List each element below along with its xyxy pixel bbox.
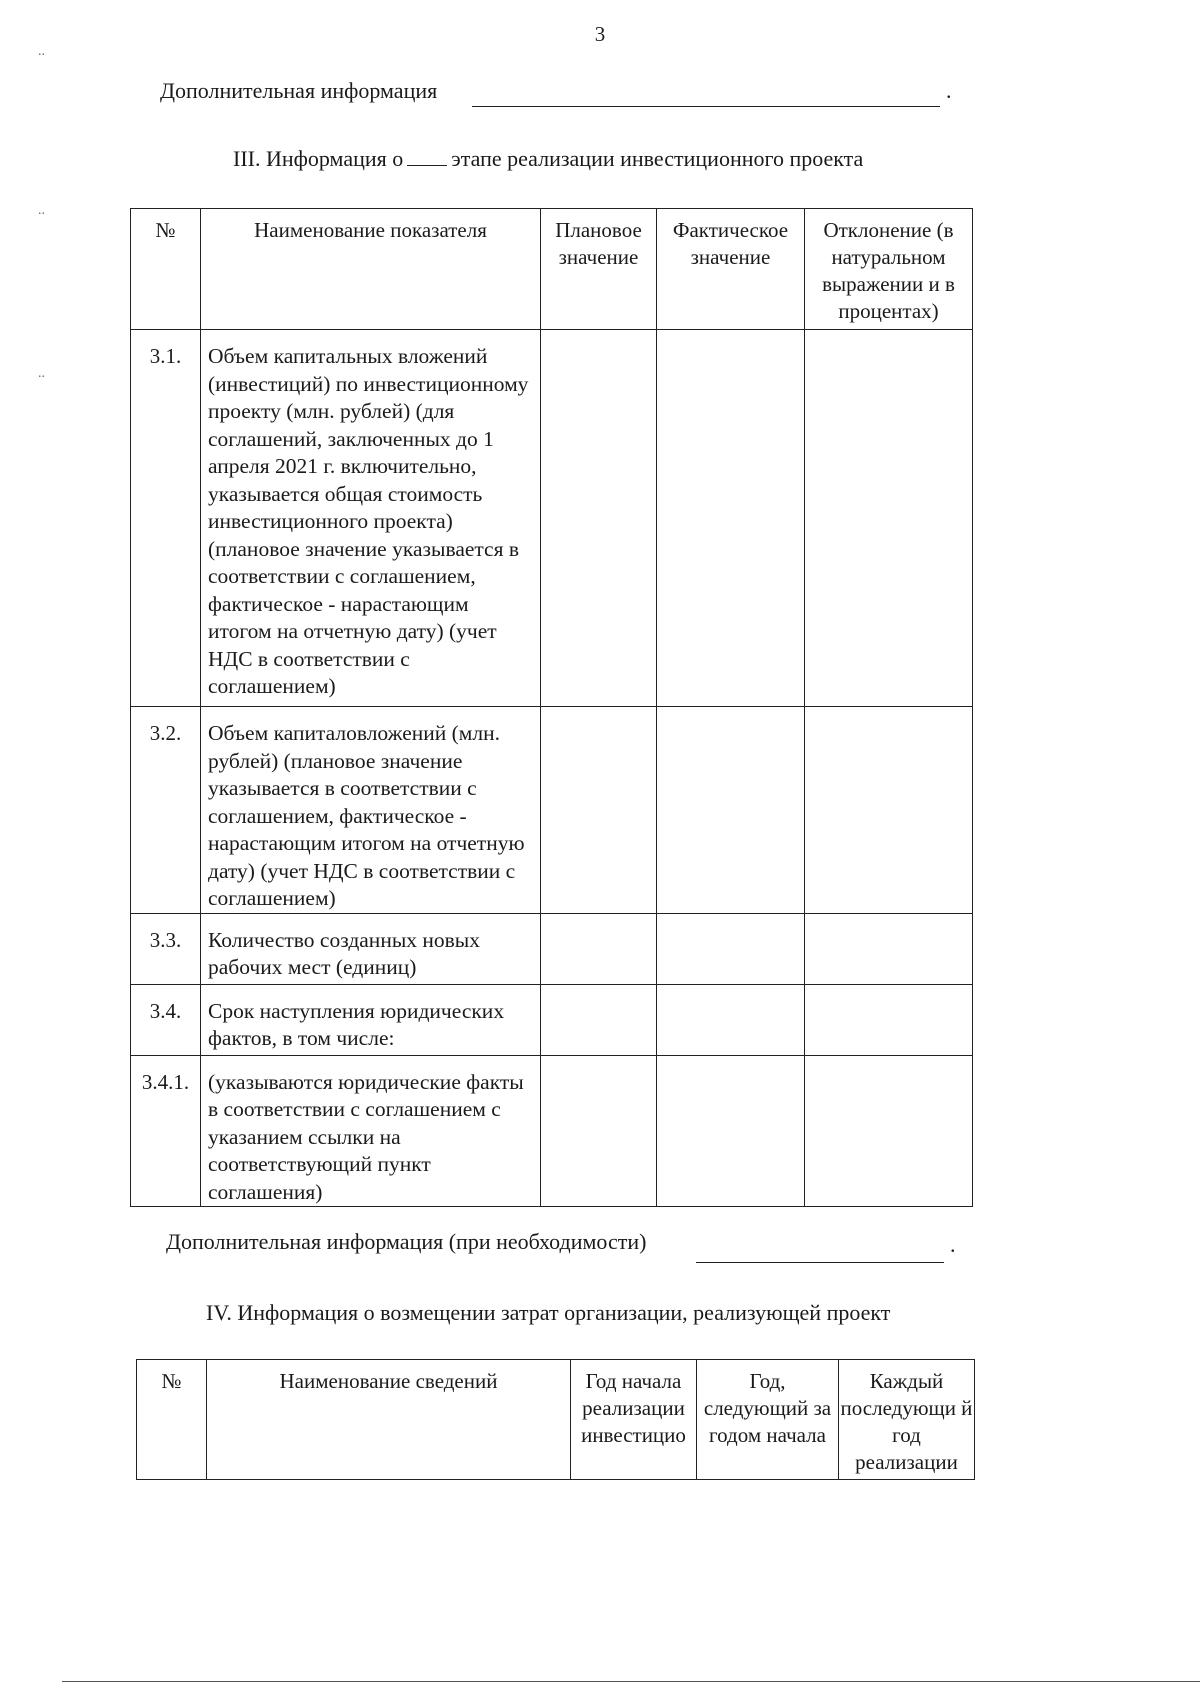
header-each-subsequent-year: Каждый последующи й год реализации: [839, 1360, 975, 1480]
row-number: 3.4.1.: [131, 1055, 201, 1207]
deviation-cell: [805, 913, 973, 984]
section-3-table: [130, 208, 973, 1207]
header-actual-value: Фактическое значение: [657, 209, 805, 330]
row-description: (указываются юридические факты в соответствии с соглашением с указанием ссылки на соответствующий пункт соглашения): [201, 1055, 541, 1207]
table-row: [131, 707, 973, 914]
margin-speck: ..: [38, 44, 45, 59]
header-number: №: [131, 209, 201, 330]
row-number: 3.1.: [131, 330, 201, 707]
row-number: 3.2.: [131, 707, 201, 914]
table-row: [131, 330, 973, 707]
additional-info-end-mark: .: [946, 78, 952, 103]
deviation-cell: [805, 984, 973, 1055]
page-bottom-rule: [62, 1681, 1200, 1682]
margin-speck: ..: [38, 203, 45, 218]
section-3-title-after: этапе реализации инвестиционного проекта: [451, 146, 864, 171]
additional-info-optional-blank-line: [696, 1262, 944, 1263]
section-3-title-before: III. Информация о: [233, 146, 404, 171]
table-header-row: [137, 1360, 975, 1480]
table-header-row: [131, 209, 973, 330]
additional-info-label: Дополнительная информация: [160, 78, 438, 103]
table-row: [131, 984, 973, 1055]
row-description: Количество созданных новых рабочих мест (единиц): [201, 913, 541, 984]
additional-info-optional-label: Дополнительная информация (при необходимости): [166, 1229, 647, 1254]
deviation-cell: [805, 707, 973, 914]
actual-value-cell: [657, 330, 805, 707]
margin-speck: ..: [38, 366, 45, 381]
section-3-title: [233, 146, 863, 172]
header-info-name: Наименование сведений: [207, 1360, 571, 1480]
section-4-title: IV. Информация о возмещении затрат организации, реализующей проект: [206, 1300, 891, 1325]
planned-value-cell: [541, 707, 657, 914]
table-row: [131, 1055, 973, 1207]
row-description: Объем капиталовложений (млн. рублей) (плановое значение указывается в соответствии с соглашением, фактическое - нарастающим итогом на отчетную дату) (учет НДС в соответствии с соглашением): [201, 707, 541, 914]
header-planned-value: Плановое значение: [541, 209, 657, 330]
planned-value-cell: [541, 913, 657, 984]
header-start-year: Год начала реализации инвестицио: [571, 1360, 697, 1480]
section-4-table: [136, 1359, 975, 1480]
actual-value-cell: [657, 1055, 805, 1207]
row-description: Объем капитальных вложений (инвестиций) по инвестиционному проекту (млн. рублей) (для соглашений, заключенных до 1 апреля 2021 г. включительно, указывается общая стоимость инвестиционного проекта) (плановое значение указывается в соответствии с соглашением, фактическое - нарастающим итогом на отчетную дату) (учет НДС в соответствии с соглашением): [201, 330, 541, 707]
planned-value-cell: [541, 330, 657, 707]
page-number: 3: [594, 22, 606, 46]
header-number: №: [137, 1360, 207, 1480]
deviation-cell: [805, 330, 973, 707]
planned-value-cell: [541, 984, 657, 1055]
row-number: 3.4.: [131, 984, 201, 1055]
additional-info-blank-line: [472, 106, 940, 107]
additional-info-optional-end-mark: .: [950, 1232, 956, 1257]
header-indicator-name: Наименование показателя: [201, 209, 541, 330]
row-description: Срок наступления юридических фактов, в том числе:: [201, 984, 541, 1055]
planned-value-cell: [541, 1055, 657, 1207]
table-row: [131, 913, 973, 984]
header-deviation: Отклонение (в натуральном выражении и в процентах): [805, 209, 973, 330]
actual-value-cell: [657, 984, 805, 1055]
actual-value-cell: [657, 913, 805, 984]
row-number: 3.3.: [131, 913, 201, 984]
actual-value-cell: [657, 707, 805, 914]
stage-number-blank: [407, 147, 447, 166]
header-following-year: Год, следующий за годом начала: [697, 1360, 839, 1480]
deviation-cell: [805, 1055, 973, 1207]
